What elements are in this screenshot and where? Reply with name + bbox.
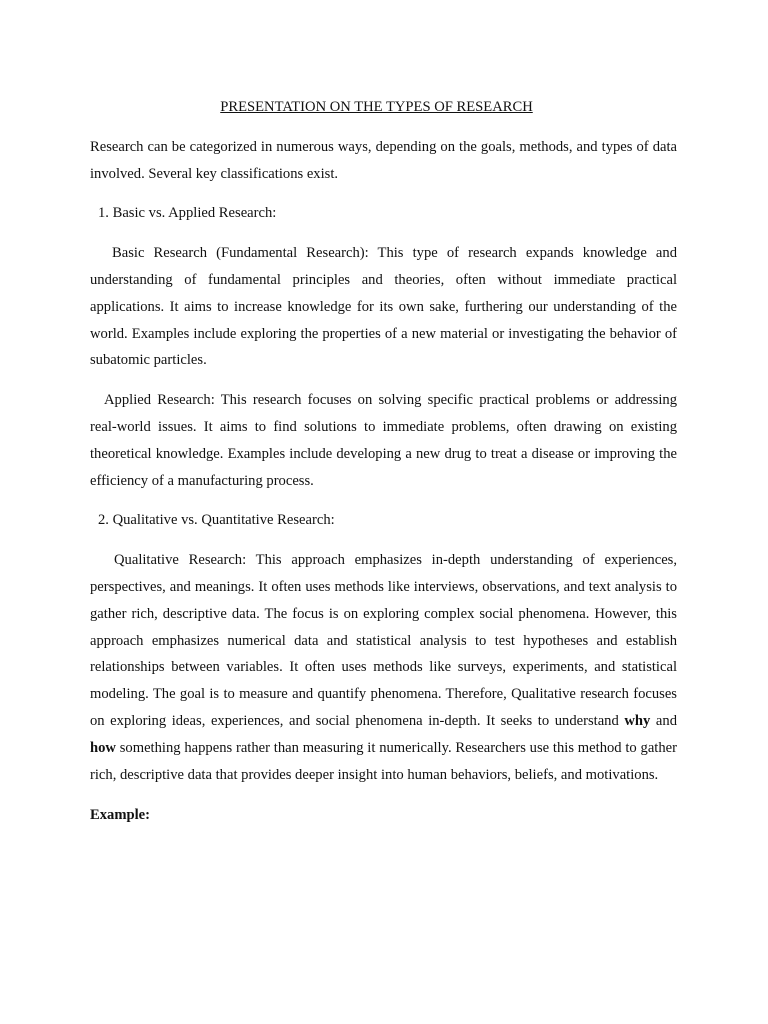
how-emphasis: how [90, 739, 116, 756]
document-title: PRESENTATION ON THE TYPES OF RESEARCH [220, 99, 533, 115]
section-heading-basic-applied: 1. Basic vs. Applied Research: [98, 205, 277, 222]
qualitative-text-part2: something happens rather than measuring it numerically. Researchers use this method to gather rich, descriptive data that provides deeper insight into human behaviors, beliefs, and motivations. [90, 739, 677, 783]
basic-research-paragraph: Basic Research (Fundamental Research): This type of research expands knowledge and understanding of fundamental principles and theories, often without immediate practical applications. It aims to increase knowledge for its own sake, furthering our understanding of the world. Examples include exploring the properties of a new material or investigating the behavior of subatomic particles. [90, 245, 677, 369]
and-text: and [650, 712, 677, 729]
document-page [90, 94, 677, 829]
why-emphasis: why [624, 712, 651, 729]
applied-research-paragraph: Applied Research: This research focuses on solving specific practical problems or addressing real-world issues. It aims to find solutions to immediate problems, often drawing on existing theoretical knowledge. Examples include developing a new drug to treat a disease or improving the efficiency of a manufacturing process. [90, 392, 677, 489]
section-heading-qualitative-quantitative: 2. Qualitative vs. Quantitative Research: [98, 512, 335, 529]
qualitative-text-part1: Qualitative Research: This approach emphasizes in-depth understanding of experiences, perspectives, and meanings. It often uses methods like interviews, observations, and text analysis to gather rich, descriptive data. The focus is on exploring complex social phenomena. However, this approach emphasizes numerical data and statistical analysis to test hypotheses and establish relationships between variables. It often uses methods like surveys, experiments, and statistical modeling. The goal is to measure and quantify phenomena. Therefore, Qualitative research focuses on exploring ideas, experiences, and social phenomena in-depth. It seeks to understand [90, 552, 677, 729]
qualitative-research-paragraph [90, 547, 677, 788]
example-label: Example: [90, 807, 150, 824]
intro-paragraph: Research can be categorized in numerous ways, depending on the goals, methods, and types of data involved. Several key classifications exist. [90, 138, 677, 182]
